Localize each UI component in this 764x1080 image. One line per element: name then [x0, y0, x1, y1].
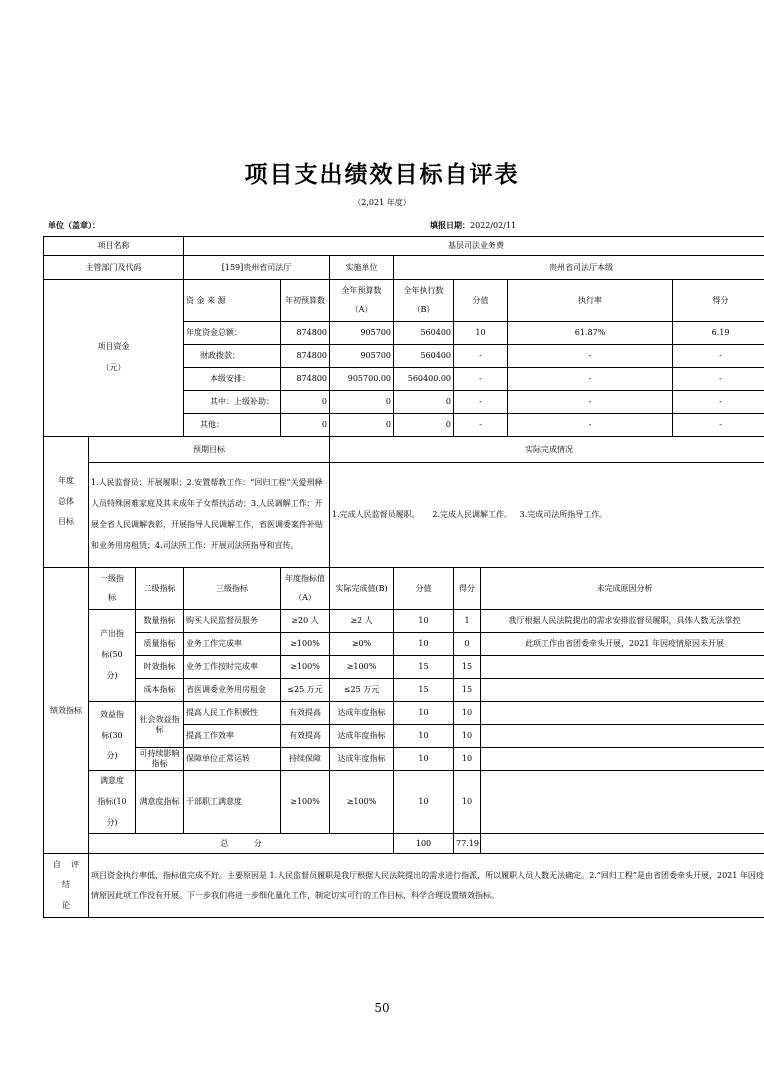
- fund-points: -: [673, 414, 764, 437]
- fund-executed: 0: [394, 414, 454, 437]
- indicator-row: [44, 633, 764, 656]
- indicator-row: [44, 771, 764, 834]
- points-cell: 10: [454, 748, 481, 771]
- actual-cell: ≥100%: [330, 656, 394, 679]
- fund-points: 6.19: [673, 322, 764, 345]
- indicators-header-row: [44, 568, 764, 610]
- target-header: 年度指标值 （A）: [281, 568, 330, 610]
- fund-score: 10: [454, 322, 508, 345]
- target-cell: ≥100%: [281, 656, 330, 679]
- target-cell: 有效提高: [281, 725, 330, 748]
- expected-goals-text: 1.人民监督员：开展履职；2.安置帮教工作：“回归工程”关爱刑释人员特殊困难家庭及其未成年子女帮扶活动；3.人民调解工作：开展全省人民调解表彰，开展指导人民调解工作，省医调委案件补贴和业务用房租赁；4.司法所工作：开展司法所指导和宣传。: [89, 463, 330, 568]
- fund-points: -: [673, 391, 764, 414]
- actual-header: 实际完成值(B): [330, 568, 394, 610]
- indicator-row: [44, 702, 764, 725]
- indicator-row: [44, 679, 764, 702]
- expected-goals-header: 预期目标: [89, 437, 330, 463]
- goals-content-row: [44, 463, 764, 568]
- points-cell: 1: [454, 610, 481, 633]
- dept-label: 主管部门及代码: [44, 256, 184, 280]
- fill-date: [430, 220, 516, 231]
- fund-score: -: [454, 368, 508, 391]
- fund-executed: 0: [394, 391, 454, 414]
- benefit-indicator-label: 效益指 标(30 分): [89, 702, 136, 771]
- level2-cell: 满意度指标: [136, 771, 184, 834]
- reason-cell: [481, 702, 764, 725]
- fund-budget: 905700.00: [330, 368, 394, 391]
- actual-completion-text: 1.完成人民监督员履职。 2.完成人民调解工作。 3.完成司法所指导工作。: [330, 463, 764, 568]
- level2-cell: 时效指标: [136, 656, 184, 679]
- project-name-value: 基层司法业务费: [184, 237, 764, 256]
- points-cell: 15: [454, 679, 481, 702]
- indicator-row: [44, 610, 764, 633]
- points-cell: 10: [454, 771, 481, 834]
- goals-header-row: [44, 437, 764, 463]
- satisfaction-indicator-label: 满意度 指标(10 分): [89, 771, 136, 834]
- points-header: 得分: [673, 280, 764, 322]
- score-cell: 10: [394, 725, 454, 748]
- fund-initial: 0: [281, 414, 330, 437]
- fund-budget: 905700: [330, 345, 394, 368]
- level2-cell: 可持续影响指标: [136, 748, 184, 771]
- target-cell: ≤25 万元: [281, 679, 330, 702]
- level2-header: 二级指标: [136, 568, 184, 610]
- goals-label: [44, 437, 89, 568]
- total-score: 100: [394, 834, 454, 854]
- dept-value: [159]贵州省司法厅: [184, 256, 330, 280]
- budget-header: 全年预算数 （A）: [330, 280, 394, 322]
- fund-rate: -: [508, 414, 673, 437]
- fund-score: -: [454, 391, 508, 414]
- fund-source: 本级安排：: [184, 368, 281, 391]
- level3-cell: 提高工作效率: [184, 725, 281, 748]
- reason-cell: 此项工作由省团委牵头开展，2021 年因疫情原因未开展: [481, 633, 764, 656]
- actual-cell: ≥0%: [330, 633, 394, 656]
- project-name-label: 项目名称: [44, 237, 184, 256]
- reason-cell: 我厅根据人民法院提出的需求安排监督员履职，具体人数无法掌控: [481, 610, 764, 633]
- evaluation-table: [43, 236, 764, 918]
- level3-cell: 省医调委业务用房租金: [184, 679, 281, 702]
- level3-header: 三级指标: [184, 568, 281, 610]
- fund-score: -: [454, 414, 508, 437]
- page-number: 50: [374, 1001, 390, 1015]
- points-cell: 15: [454, 656, 481, 679]
- goals-label-line3: 目标: [58, 517, 74, 527]
- indicators-label: 绩效指标: [44, 568, 89, 854]
- fund-executed: 560400: [394, 345, 454, 368]
- fund-rate: -: [508, 368, 673, 391]
- score-cell: 15: [394, 679, 454, 702]
- fund-source: 其中：上级补助：: [184, 391, 281, 414]
- score-cell: 10: [394, 702, 454, 725]
- fund-initial: 874800: [281, 368, 330, 391]
- actual-cell: 达成年度指标: [330, 748, 394, 771]
- impl-label: 实施单位: [330, 256, 394, 280]
- target-cell: 有效提高: [281, 702, 330, 725]
- fund-executed: 560400: [394, 322, 454, 345]
- level2-cell: 社会效益指标: [136, 702, 184, 748]
- fund-budget: 905700: [330, 322, 394, 345]
- fund-executed: 560400.00: [394, 368, 454, 391]
- actual-completion-header: 实际完成情况: [330, 437, 764, 463]
- fund-source: 年度资金总额：: [184, 322, 281, 345]
- conclusion-label: 自 评 结 论: [44, 854, 89, 918]
- funds-label: [44, 280, 184, 437]
- total-label: 总 分: [89, 834, 394, 854]
- funds-label-line1: 项目资金: [97, 342, 130, 352]
- report-year: （2,021 年度）: [353, 198, 411, 207]
- fund-source: 其他：: [184, 414, 281, 437]
- impl-value: 贵州省司法厅本级: [394, 256, 764, 280]
- fund-initial: 0: [281, 391, 330, 414]
- target-cell: ≥20 人: [281, 610, 330, 633]
- target-cell: ≥100%: [281, 771, 330, 834]
- points-cell: 10: [454, 725, 481, 748]
- target-cell: ≥100%: [281, 633, 330, 656]
- level2-cell: 质量指标: [136, 633, 184, 656]
- level3-cell: 业务工作按时完成率: [184, 656, 281, 679]
- ind-score-header: 分值: [394, 568, 454, 610]
- fund-points: -: [673, 345, 764, 368]
- fund-points: -: [673, 368, 764, 391]
- level3-cell: 干部职工满意度: [184, 771, 281, 834]
- points-cell: 0: [454, 633, 481, 656]
- fund-score: -: [454, 345, 508, 368]
- level1-header: 一级指 标: [89, 568, 136, 610]
- project-name-row: [44, 237, 764, 256]
- department-row: [44, 256, 764, 280]
- indicator-row: [44, 748, 764, 771]
- reason-cell: [481, 725, 764, 748]
- score-header: 分值: [454, 280, 508, 322]
- reason-cell: [481, 656, 764, 679]
- source-header: 资 金 来 源: [184, 280, 281, 322]
- score-cell: 10: [394, 771, 454, 834]
- score-cell: 10: [394, 633, 454, 656]
- fund-rate: -: [508, 345, 673, 368]
- funds-label-line2: （元）: [101, 363, 126, 372]
- actual-cell: ≥100%: [330, 771, 394, 834]
- reason-cell: [481, 771, 764, 834]
- reason-cell: [481, 679, 764, 702]
- score-cell: 10: [394, 610, 454, 633]
- unit-label: 单位（盖章）：: [48, 220, 100, 230]
- level2-cell: 成本指标: [136, 679, 184, 702]
- actual-cell: ≥2 人: [330, 610, 394, 633]
- fill-date-label: 填报日期：: [430, 220, 470, 230]
- fund-initial: 874800: [281, 345, 330, 368]
- total-blank: [481, 834, 764, 854]
- score-cell: 10: [394, 748, 454, 771]
- fill-date-value: 2022/02/11: [470, 221, 517, 230]
- level2-cell: 数量指标: [136, 610, 184, 633]
- fund-budget: 0: [330, 414, 394, 437]
- points-cell: 10: [454, 702, 481, 725]
- fund-budget: 0: [330, 391, 394, 414]
- goals-label-line1: 年度: [58, 475, 74, 485]
- fund-source: 财政拨款：: [184, 345, 281, 368]
- page-title: 项目支出绩效目标自评表: [244, 162, 520, 188]
- reason-header: 未完成原因分析: [481, 568, 764, 610]
- total-points: 77.19: [454, 834, 481, 854]
- initial-header: 年初预算数: [281, 280, 330, 322]
- level3-cell: 购买人民监督员服务: [184, 610, 281, 633]
- target-cell: 持续保障: [281, 748, 330, 771]
- output-indicator-label: 产出指 标(50 分): [89, 610, 136, 702]
- score-cell: 15: [394, 656, 454, 679]
- actual-cell: 达成年度指标: [330, 725, 394, 748]
- conclusion-row: [44, 854, 764, 918]
- conclusion-text: 项目资金执行率低，指标值完成不好。主要原因是 1.人民监督员履职是我厅根据人民法院提出的需求进行指派，所以履职人员人数无法确定。2.“回归工程”是由省团委牵头开展，2021 年因疫情原因此项工作没有开展。下一步我们将进一步细化量化工作，制定切实可行的工作目标，科学合理设置绩效指标。: [89, 854, 764, 918]
- indicator-row: [44, 656, 764, 679]
- total-row: [44, 834, 764, 854]
- level3-cell: 提高人民工作积极性: [184, 702, 281, 725]
- executed-header: 全年执行数 （B）: [394, 280, 454, 322]
- fund-rate: -: [508, 391, 673, 414]
- reason-cell: [481, 748, 764, 771]
- fund-rate: 61.87%: [508, 322, 673, 345]
- level3-cell: 保障单位正常运转: [184, 748, 281, 771]
- actual-cell: ≤25 万元: [330, 679, 394, 702]
- fund-initial: 874800: [281, 322, 330, 345]
- level3-cell: 业务工作完成率: [184, 633, 281, 656]
- actual-cell: 达成年度指标: [330, 702, 394, 725]
- funds-header-row: [44, 280, 764, 322]
- goals-label-line2: 总体: [58, 496, 74, 506]
- ind-points-header: 得分: [454, 568, 481, 610]
- rate-header: 执行率: [508, 280, 673, 322]
